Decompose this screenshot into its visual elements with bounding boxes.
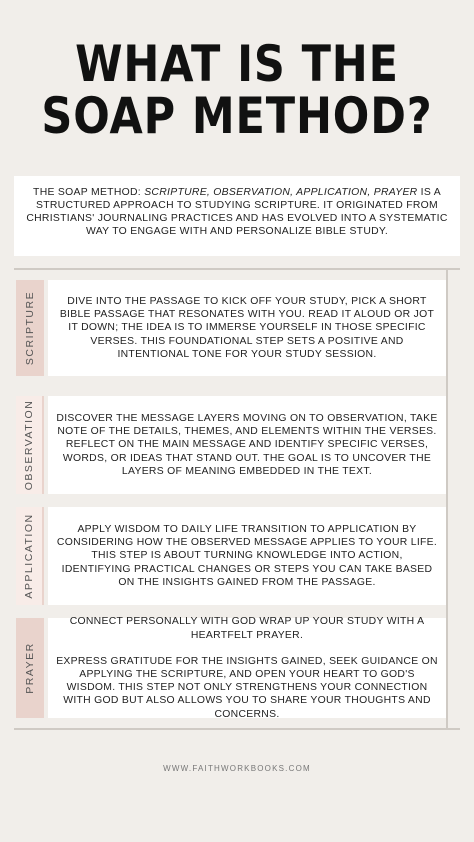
footer-website: WWW.FAITHWORKBOOKS.COM [163, 764, 311, 773]
section-vertical-rule [446, 270, 448, 730]
section-observation [16, 396, 446, 494]
section-card-observation [48, 396, 446, 494]
section-text-scripture: DIVE INTO THE PASSAGE TO KICK OFF YOUR STUDY, PICK A SHORT BIBLE PASSAGE THAT RESONATES WITH YOU. READ IT ALOUD OR JOT IT DOWN; THE IDEA IS TO IMMERSE YOURSELF IN THOSE SPECIFIC VERSES. THIS FOUNDATIONAL STEP SETS A POSITIVE AND INTENTIONAL TONE FOR YOUR STUDY SESSION. [59, 295, 435, 360]
section-text-prayer-2: EXPRESS GRATITUDE FOR THE INSIGHTS GAINED, SEEK GUIDANCE ON APPLYING THE SCRIPTURE, AND OPEN YOUR HEART TO GOD'S WISDOM. THIS STEP NOT ONLY STRENGTHENS YOUR CONNECTION WITH GOD BUT ALSO ALLOWS YOU TO SHARE YOUR THOUGHTS AND CONCERNS. [56, 655, 438, 720]
section-scripture [16, 280, 446, 376]
section-label-scripture: SCRIPTURE [24, 290, 36, 366]
section-prayer [16, 618, 446, 718]
title-line-1: WHAT IS THE [75, 35, 399, 93]
section-card-application [48, 507, 446, 605]
intro-lead: THE SOAP METHOD: [33, 187, 145, 198]
intro-rest: IS A STRUCTURED APPROACH TO STUDYING SCRIPTURE. IT ORIGINATED FROM CHRISTIANS' JOURNALING PRACTICES AND HAS EVOLVED INTO A SYSTEMATIC WAY TO ENGAGE WITH AND PERSONALIZE BIBLE STUDY. [26, 187, 448, 237]
section-text-application: APPLY WISDOM TO DAILY LIFE TRANSITION TO APPLICATION BY CONSIDERING HOW THE OBSERVED MESSAGE APPLIES TO YOUR LIFE. THIS STEP IS ABOUT TURNING KNOWLEDGE INTO ACTION, IDENTIFYING PRACTICAL CHANGES OR STEPS YOU CAN TAKE BASED ON THE INSIGHTS GAINED FROM THE PASSAGE. [56, 523, 438, 588]
section-tab-observation [16, 396, 44, 494]
page-title [33, 35, 441, 145]
section-application [16, 507, 446, 605]
section-tab-scripture [16, 280, 44, 376]
section-label-application: APPLICATION [23, 513, 35, 599]
section-card-prayer [48, 618, 446, 718]
section-text-observation: DISCOVER THE MESSAGE LAYERS MOVING ON TO OBSERVATION, TAKE NOTE OF THE DETAILS, THEMES, AND ELEMENTS WITHIN THE VERSES. REFLECT ON THE MAIN MESSAGE AND IDENTIFY SPECIFIC VERSES, WORDS, OR IDEAS THAT STAND OUT. THE GOAL IS TO UNCOVER THE LAYERS OF MEANING EMBEDDED IN THE TEXT. [56, 412, 438, 477]
section-divider-top [14, 268, 460, 270]
section-label-prayer: PRAYER [24, 642, 36, 694]
section-card-scripture [48, 280, 446, 376]
intro-italic: SCRIPTURE, OBSERVATION, APPLICATION, PRAYER [144, 187, 418, 198]
intro-box [14, 176, 460, 256]
section-tab-application [16, 507, 44, 605]
section-label-observation: OBSERVATION [23, 399, 35, 491]
section-tab-prayer [16, 618, 44, 718]
title-line-2: SOAP METHOD? [41, 87, 433, 145]
section-divider-bottom [14, 728, 460, 730]
section-text-prayer: CONNECT PERSONALLY WITH GOD WRAP UP YOUR STUDY WITH A HEARTFELT PRAYER. [69, 616, 425, 641]
